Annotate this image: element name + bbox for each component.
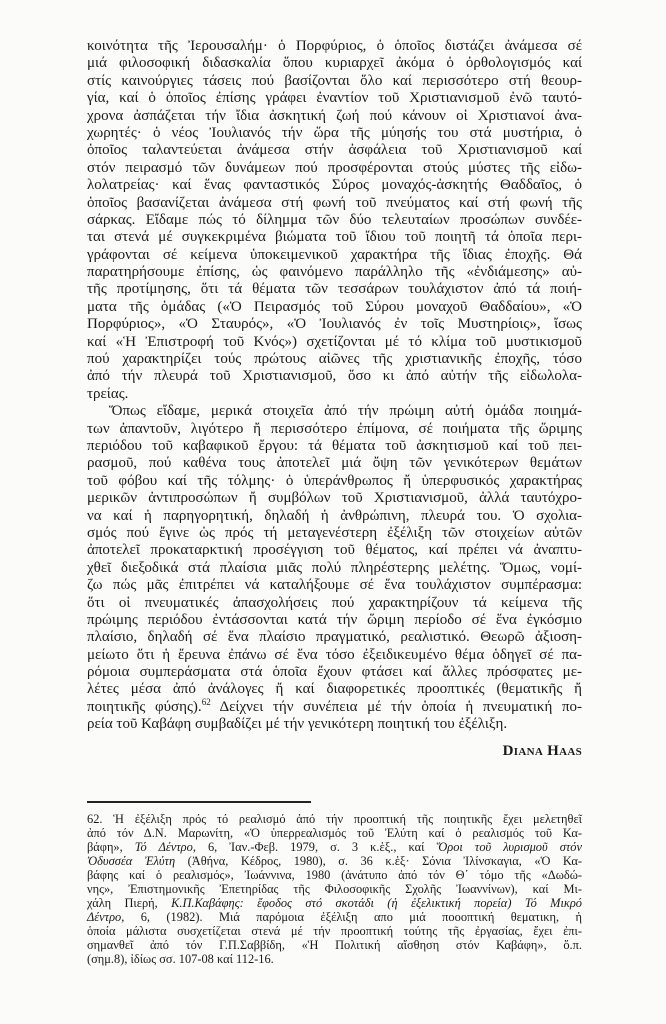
line-text: τῆς προτίμησης, ὅτι τά θέματα τῶν τεσσάρων τουλάχιστον ἀπό τά ποιή- xyxy=(87,281,582,298)
body-line xyxy=(87,542,582,559)
body-line-text xyxy=(87,716,582,733)
body-line xyxy=(87,142,582,159)
body-line-text xyxy=(87,229,582,246)
line-text: μείωτο ὅτι ἡ ἔρευνα ἐπάνω σέ ἕνα τόσο ἐξειδικευμένο θέμα ὁδηγεῖ σέ πα- xyxy=(87,646,582,663)
body-line-text xyxy=(87,177,582,194)
body-line-text xyxy=(87,421,582,438)
body-line-text xyxy=(87,490,582,507)
body-line-text xyxy=(87,508,582,525)
body-line-text xyxy=(87,108,582,125)
body-line xyxy=(87,299,582,316)
body-line xyxy=(87,229,582,246)
line-text: παρατηρήσουμε ἐπίσης, ὡς φαινόμενο παράλληλο τῆς «ἐνδιάμεσης» αὐ- xyxy=(87,264,582,281)
line-text: στίς καινούργιες τάσεις πού βασίζονται ὅλο καί περισσότερο στή θεουρ- xyxy=(87,72,582,89)
body-line xyxy=(87,577,582,594)
footnote-line xyxy=(87,868,582,882)
body-line-text xyxy=(87,247,582,264)
body-line xyxy=(87,264,582,281)
body-line xyxy=(87,177,582,194)
body-line xyxy=(87,212,582,229)
body-line xyxy=(87,696,583,716)
body-line xyxy=(87,195,582,212)
body-line-text xyxy=(87,629,582,646)
line-text: λολατρείας· καί ἕνας φανταστικός Σύρος μοναχός-ἀσκητής Θαδδαῖος, ὁ xyxy=(87,177,582,194)
line-text: μιά φιλοσοφική διδασκαλία ὅπου κυριαρχεῖ ἀκόμα ὁ ὀρθολογισμός καί xyxy=(87,55,582,72)
body-line xyxy=(87,247,582,264)
body-line xyxy=(87,612,582,629)
line-text: ἀποτελεῖ προκαταρκτική προσέγγιση τοῦ θέματος, καί πρέπει νά ἀναπτυ- xyxy=(87,542,582,559)
body-line-text xyxy=(87,473,582,490)
body-line xyxy=(87,38,582,55)
body-line xyxy=(87,525,582,542)
body-line-text xyxy=(109,403,582,420)
footnote-text: 62. Ἡ ἐξέλιξη πρός τό ρεαλισμό ἀπό τήν προοπτική τῆς ποιητικῆς ἔχει μελετηθεῖ xyxy=(87,812,582,826)
citation-title: Ὅροι τοῦ λυρισμοῦ στόν xyxy=(436,840,582,854)
line-text: πλαίσιο, δηλαδή σέ ἕνα πλαίσιο πραγματικό, ρεαλιστικό. Θεωρῶ ἀξιοση- xyxy=(87,629,582,646)
body-line-text xyxy=(87,560,582,577)
body-line xyxy=(87,455,582,472)
footnote-separator xyxy=(87,801,311,803)
citation-title: Ὀδυσσέα Ἐλύτη xyxy=(87,854,176,868)
body-line xyxy=(87,421,582,438)
body-line-text xyxy=(87,73,582,90)
body-line-text xyxy=(87,542,582,559)
body-line-text xyxy=(87,696,583,716)
body-line xyxy=(87,73,582,90)
body-line xyxy=(87,403,582,420)
body-line-text xyxy=(87,299,582,316)
footnote-line xyxy=(87,882,582,896)
line-text: σμός πού ἔγινε ὡς πρός τή μεταγενέστερη ἐξέλιξη τῶν στοιχείων αὐτῶν xyxy=(87,524,582,541)
body-line xyxy=(87,438,582,455)
body-line-text xyxy=(87,281,582,298)
body-line-text xyxy=(87,316,582,333)
body-line-text xyxy=(87,264,582,281)
line-text: στόν πειρασμό τῶν δυνάμεων πού προσφέρονται στούς μύστες τῆς εἰδω- xyxy=(87,159,582,176)
body-line xyxy=(87,716,582,733)
line-text: ται στενά μέ συγκεκριμένα βιώματα τοῦ ἴδιου τοῦ ποιητῆ τά ὁποῖα περι- xyxy=(87,229,582,246)
line-text: Ὅπως εἴδαμε, μερικά στοιχεῖα ἀπό τήν πρώιμη αὐτή ὁμάδα ποιημά- xyxy=(109,403,582,420)
line-text: λέτες μέσα ἀπό ἀνάλογες ἤ καί διαφορετικές προοπτικές (θεματικῆς ἤ xyxy=(87,681,582,698)
line-text: πρώιμης περιόδου ἐντάσσονται κατά τήν ὥριμη περίοδο σέ ἕνα ἐγκόσμιο xyxy=(87,611,582,628)
footnotes xyxy=(87,812,582,966)
line-text: ὁποῖος βασανίζεται ἀνάμεσα στή φωνή τοῦ πνεύματος καί στή φωνή τῆς xyxy=(87,194,582,211)
body-line-text xyxy=(87,334,582,351)
footnote-text: νης», Ἐπιστημονικῆς Ἐπετηρίδας τῆς Φιλοσοφικῆς Σχολῆς Ἰωαννίνων), καί Μι- xyxy=(87,882,582,896)
footnote-line xyxy=(87,896,582,910)
body-line-text xyxy=(87,438,582,455)
body-line xyxy=(87,160,582,177)
body-line xyxy=(87,281,582,298)
line-text: πού χαρακτηρίζει τούς πρώτους αἰῶνες τῆς χριστιανικῆς ἐποχῆς, τόσο xyxy=(87,351,582,368)
body-line xyxy=(87,351,582,368)
footnote-text: (Ἀθήνα, Κέδρος, 1980), σ. 36 κ.ἑξ· Σόνια Ἰλίνσκαγια, «Ὁ Κα- xyxy=(175,854,582,868)
footnote-text: , 6, Ἰαν.-Φεβ. 1979, σ. 3 κ.ἑξ., καί xyxy=(192,840,437,854)
citation-title: Τό Δέντρο xyxy=(134,840,193,854)
footnote-line xyxy=(87,952,582,966)
line-text: κοινότητα τῆς Ἰερουσαλήμ· ὁ Πορφύριος, ὁ ὁποῖος διστάζει ἀνάμεσα σέ xyxy=(87,38,582,54)
body-line-text xyxy=(87,681,582,698)
body-line-text xyxy=(87,368,582,385)
body-line xyxy=(87,316,582,333)
body-line xyxy=(87,386,582,403)
body-line xyxy=(87,629,582,646)
body-line xyxy=(87,108,582,125)
body-line xyxy=(87,560,582,577)
line-text: ἀπό τήν πλευρά τοῦ Χριστιανισμοῦ, ὅσο κι ἀπό αὐτήν τῆς εἰδωλολα- xyxy=(87,368,582,385)
body-line xyxy=(87,55,582,72)
line-text: των ἀπαντοῦν, λιγότερο ἤ περισσότερο ἐπίμονα, σέ ποιήματα τῆς ὥριμης xyxy=(87,420,582,437)
line-text: γράφονται σέ κείμενα ὑποκειμενικοῦ χαρακτήρα τῆς ἴδιας ἐποχῆς. Θά xyxy=(87,246,582,263)
footnote-line xyxy=(87,812,582,826)
body-line-text xyxy=(87,612,582,629)
line-text: καί «Ἡ Ἐπιστροφή τοῦ Κνός») σχετίζονται μέ τό κλίμα τοῦ μυστικισμοῦ xyxy=(87,333,582,350)
line-text: ὁποῖος ταλαντεύεται ἀνάμεσα στήν ἀσφάλεια τοῦ Χριστιανισμοῦ καί xyxy=(87,142,582,159)
line-text: περιόδου τοῦ καβαφικοῦ ἔργου: τά θέματα τοῦ ἀσκητισμοῦ καί τοῦ πει- xyxy=(87,437,582,454)
body-line-text xyxy=(87,577,582,594)
footnote-text: ὁποία μάλιστα συσχετίζεται στενά μέ τήν προοπτική τούτης τῆς ἐργασίας, ἔχει ἐπι- xyxy=(87,924,582,938)
body-line-text xyxy=(87,160,582,177)
line-text: Δείχνει τήν συνέπεια μέ τήν ὁποία ἡ πνευματική πο- xyxy=(210,698,583,715)
body-line xyxy=(87,647,582,664)
body-line xyxy=(87,664,582,681)
footnote-line xyxy=(87,854,582,868)
body-line-text xyxy=(87,386,582,403)
body-text xyxy=(87,38,582,734)
body-line xyxy=(87,125,582,142)
body-line-text xyxy=(87,595,582,612)
body-line-text xyxy=(87,212,582,229)
footnote-line xyxy=(87,938,582,952)
body-line-text xyxy=(87,455,582,472)
footnote-text: , 6, (1982). Μιά παρόμοια ἐξέλιξη απο μιά ποοοπτική θεματικη, ἡ xyxy=(121,910,582,924)
body-line-text xyxy=(87,351,582,368)
footnote-text: βάφης καί ὁ ρεαλισμός», Ἰωάννινα, 1980 (ἀνάτυπο ἀπό τόν Θ΄ τόμο τῆς «Δωδώ- xyxy=(87,868,582,882)
footnote-line xyxy=(87,840,582,854)
footnote-text: βάφη», xyxy=(87,840,135,854)
citation-title: Δέντρο xyxy=(87,910,122,924)
line-text: ρόμοια συμπεράσματα στά ὁποῖα ἔχουν φτάσει καί ἄλλες πρόσφατες με- xyxy=(87,664,582,681)
body-line xyxy=(87,595,582,612)
line-text: ρασμοῦ, πού καθένα τους ἀποτελεῖ μιά ὄψη τῶν γενικότερων θεμάτων xyxy=(87,455,582,472)
line-text: ὅτι οἱ πνευματικές ἀπασχολήσεις πού χαρακτηρίζουν τά κείμενα τῆς xyxy=(87,594,582,611)
line-text: χωρητές· ὁ νέος Ἰουλιανός τήν ὥρα τῆς μύησής του στά μυστήρια, ὁ xyxy=(87,124,582,141)
footnote-text: ἀπό τόν Δ.Ν. Μαρωνίτη, «Ὁ ὑπερρεαλισμός τοῦ Ἐλύτη καί ὁ ρεαλισμός τοῦ Κα- xyxy=(87,826,582,840)
body-line xyxy=(87,508,582,525)
line-text: μερικῶν ἀντιπροσώπων ἤ συμβόλων τοῦ Χριστιανισμοῦ, ἀλλά ταυτόχρο- xyxy=(87,490,582,507)
line-text: ποιητικῆς φύσης). xyxy=(87,698,202,715)
author-name: Diana Haas xyxy=(502,743,582,759)
body-line-text xyxy=(87,90,582,107)
line-text: ματα τῆς ὁμάδας («Ὁ Πειρασμός τοῦ Σύρου μοναχοῦ Θαδδαίου», «Ὁ xyxy=(87,298,582,315)
line-text: τοῦ φόβου καί τῆς τόλμης· ὁ ὑπεράνθρωπος ἤ ὑπερφυσικός χαρακτήρας xyxy=(87,472,582,489)
body-line-text xyxy=(87,125,582,142)
footnote-text: χάλη Πιερή, xyxy=(87,896,172,910)
body-line-text xyxy=(87,55,582,72)
line-text: να καί ἡ παρηγορητική, δηλαδή ἡ ἀνθρώπινη, πλευρά του. Ὁ σχολια- xyxy=(87,507,582,524)
body-line-text xyxy=(87,525,582,542)
body-line-text xyxy=(87,664,582,681)
line-text: Πορφύριος», «Ὁ Σταυρός», «Ὁ Ἰουλιανός ἐν τοῖς Μυστηρίοις», ἴσως xyxy=(87,316,582,333)
line-text: χρονα ἀσπάζεται τήν ἴδια ἀσκητική ζωή πού κάνουν οἱ Χριστιανοί ἀνα- xyxy=(87,107,582,124)
line-text: τρείας. xyxy=(87,385,129,402)
body-line-text xyxy=(87,647,582,664)
body-line-text xyxy=(87,38,582,55)
body-line xyxy=(87,368,582,385)
line-text: ζω πώς μᾶς ἐπιτρέπει νά καταλήξουμε σέ ἕνα τουλάχιστον συμπέρασμα: xyxy=(87,577,582,594)
footnote-text: σημανθεῖ ἀπό τόν Γ.Π.Σαββίδη, «Ἡ Πολιτική αἴσθηση στόν Καβάφη», ὅ.π. xyxy=(87,938,582,952)
citation-title: Κ.Π.Καβάφης: ἔφοδος στό σκοτάδι (ἡ ἐξελικτική πορεία) Τό Μικρό xyxy=(171,896,583,910)
body-line xyxy=(87,90,582,107)
body-line-text xyxy=(87,142,582,159)
footnote-text: (σημ.8), ἰδίως σσ. 107-08 καί 112-16. xyxy=(87,952,274,966)
line-text: ρεία τοῦ Καβάφη συμβαδίζει μέ τήν γενικότερη ποιητική του ἐξέλιξη. xyxy=(87,716,508,733)
body-line-text xyxy=(87,195,582,212)
footnote-line xyxy=(87,924,582,938)
body-line xyxy=(87,490,582,507)
footnote-line xyxy=(87,826,582,840)
body-line xyxy=(87,473,582,490)
line-text: σάρκας. Εἴδαμε πώς τό δίλημμα τῶν δύο τελευταίων προσώπων συνδέε- xyxy=(87,211,582,228)
body-line xyxy=(87,334,582,351)
footnote-line xyxy=(87,910,582,924)
footnote-ref[interactable]: 62 xyxy=(201,696,211,707)
body-line xyxy=(87,681,582,698)
line-text: χθεῖ διεξοδικά στά πλαίσια μιᾶς πολύ πληρέστερης μελέτης. Ὅμως, νομί- xyxy=(87,559,582,576)
line-text: γία, καί ὁ ὁποῖος ἐπίσης γράφει ἐναντίον τοῦ Χριστιανισμοῦ ἐνῶ ταυτό- xyxy=(87,90,582,107)
